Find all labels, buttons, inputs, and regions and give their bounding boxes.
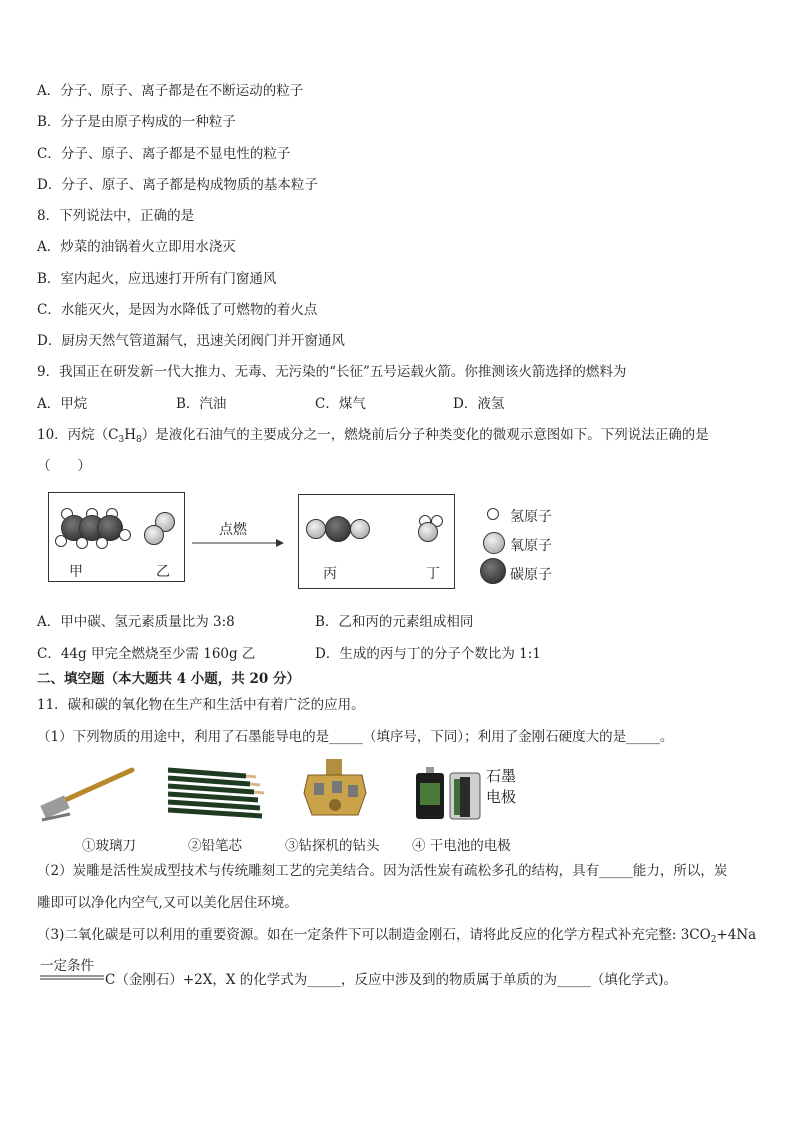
- legend-hydrogen-icon: [487, 508, 499, 520]
- hydrogen-atom: [76, 537, 88, 549]
- oxygen-atom: [418, 522, 438, 542]
- q9-stem: 9．我国正在研发新一代大推力、无毒、无污染的“长征”五号运载火箭。你推测该火箭选择的燃料为: [37, 364, 627, 380]
- battery-image: [412, 765, 484, 823]
- oxygen-atom: [144, 525, 164, 545]
- caption-glass-cutter: ①玻璃刀: [82, 838, 136, 854]
- product-label-ding: 丁: [426, 566, 440, 582]
- q9-option-c: C．煤气: [315, 396, 366, 412]
- q9-option-d: D．液氢: [453, 396, 505, 412]
- q11-part2-line2: 雕即可以净化内空气,又可以美化居住环境。: [37, 895, 298, 911]
- q10-answer-paren: （ ）: [37, 458, 91, 474]
- caption-drill-bit: ③钻探机的钻头: [285, 838, 380, 854]
- legend-oxygen-icon: [483, 532, 505, 554]
- q8-option-b: B．室内起火，应迅速打开所有门窗通风: [37, 271, 277, 287]
- reaction-condition: 点燃: [219, 522, 247, 538]
- q11-part3-line1: （3)二氧化碳是可以利用的重要资源。如在一定条件下可以制造金刚石，请将此反应的化学方程式补充完整: $3CO_2+4Na$: [37, 927, 757, 945]
- q11-part3-line2: C（金刚石）+2X，X 的化学式为_____，反应中涉及到的物质属于单质的为_____（填化学式)。: [105, 972, 678, 988]
- caption-pencil-lead: ②铅笔芯: [188, 838, 242, 854]
- legend-carbon-label: 碳原子: [510, 567, 552, 583]
- reaction-arrow: [192, 537, 284, 549]
- legend-oxygen-label: 氧原子: [510, 538, 552, 554]
- products-box: [298, 494, 455, 589]
- glass-cutter-image: [40, 764, 135, 824]
- product-label-bing: 丙: [323, 566, 337, 582]
- legend-carbon-icon: [480, 558, 506, 584]
- q10-option-d: D．生成的丙与丁的分子个数比为 1:1: [315, 646, 541, 662]
- q9-option-a: A．甲烷: [37, 396, 88, 412]
- hydrogen-atom: [55, 535, 67, 547]
- oxygen-atom: [306, 519, 326, 539]
- reactant-label-yi: 乙: [156, 564, 170, 580]
- q11-part2-line1: （2）炭雕是活性炭成型技术与传统雕刻工艺的完美结合。因为活性炭有疏松多孔的结构，具有_____能力，所以，炭: [37, 863, 728, 879]
- q8-option-a: A．炒菜的油锅着火立即用水浇灭: [37, 239, 236, 255]
- q10-option-b: B．乙和丙的元素组成相同: [315, 614, 474, 630]
- q9-option-b: B．汽油: [176, 396, 227, 412]
- drill-bit-image: [300, 757, 370, 827]
- oxygen-atom: [350, 519, 370, 539]
- q10-option-c: C．44g 甲完全燃烧至少需 160g 乙: [37, 646, 256, 662]
- reactants-box: [48, 492, 185, 582]
- battery-label-electrode: 电极: [486, 788, 517, 806]
- q10-stem: 10．丙烷$(C_3H_8)$是液化石油气的主要成分之一，燃烧前后分子种类变化的微观示意图如下。下列说法正确的是: [37, 427, 709, 445]
- reaction-condition-text: 一定条件: [40, 958, 94, 974]
- q8-option-c: C．水能灭火，是因为水降低了可燃物的着火点: [37, 302, 318, 318]
- q7-option-a: A．分子、原子、离子都是在不断运动的粒子: [37, 83, 304, 99]
- hydrogen-atom: [96, 537, 108, 549]
- q7-option-d: D．分子、原子、离子都是构成物质的基本粒子: [37, 177, 318, 193]
- battery-label-graphite: 石墨: [486, 767, 517, 785]
- carbon-atom: [325, 516, 351, 542]
- q11-part1: （1）下列物质的用途中，利用了石墨能导电的是_____（填序号，下同）；利用了金刚石硬度大的是_____。: [37, 729, 674, 745]
- caption-battery-electrode: ④ 干电池的电极: [412, 838, 511, 854]
- pencils-image: [168, 764, 268, 819]
- q8-stem: 8．下列说法中，正确的是: [37, 208, 195, 224]
- legend-hydrogen-label: 氢原子: [510, 509, 552, 525]
- q11-stem: 11．碳和碳的氧化物在生产和生活中有着广泛的应用。: [37, 697, 365, 713]
- reactant-label-jia: 甲: [69, 564, 83, 580]
- q7-option-c: C．分子、原子、离子都是不显电性的粒子: [37, 146, 291, 162]
- hydrogen-atom: [119, 529, 131, 541]
- q8-option-d: D．厨房天然气管道漏气，迅速关闭阀门并开窗通风: [37, 333, 345, 349]
- q10-option-a: A．甲中碳、氢元素质量比为 3:8: [37, 614, 235, 630]
- equals-sign: [40, 975, 104, 981]
- section-heading: 二、填空题（本大题共 4 小题，共 20 分）: [37, 671, 300, 687]
- q7-option-b: B．分子是由原子构成的一种粒子: [37, 114, 236, 130]
